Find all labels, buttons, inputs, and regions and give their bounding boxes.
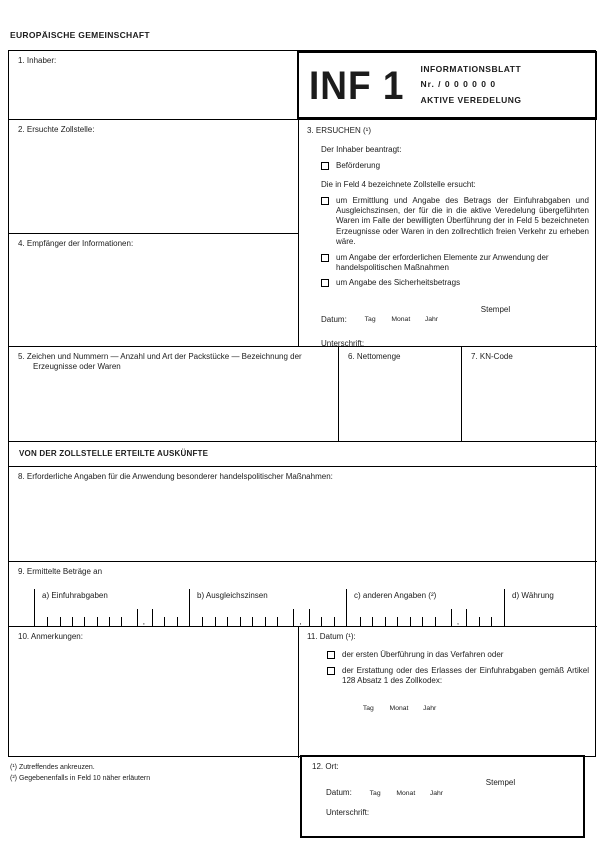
checkbox-sicherheitsbetrag[interactable] bbox=[321, 279, 329, 287]
amount-label-c: c) anderen Angaben (²) bbox=[354, 591, 437, 600]
box-3-unterschrift-label: Unterschrift: bbox=[321, 339, 365, 346]
checkbox-ermittlung[interactable] bbox=[321, 197, 329, 205]
box-3-intro-holder: Der Inhaber beantragt: bbox=[321, 145, 402, 155]
section-band-zollstelle-auskuenfte: VON DER ZOLLSTELLE ERTEILTE AUSKÜNFTE bbox=[9, 441, 597, 466]
inf-code: INF 1 bbox=[309, 62, 405, 108]
option-handelspolitik-label: um Angabe der erforderlichen Elemente zur Anwendung der handelspolitischen Maßnahmen bbox=[336, 252, 549, 272]
box-11-title: 11. Datum (¹): bbox=[307, 632, 356, 641]
amount-field-andere-angaben[interactable] bbox=[346, 589, 504, 626]
option-erstattung-erlass-label: der Erstattung oder des Erlasses der Einfuhrabgaben gemäß Artikel 128 Absatz 1 des Zollkodex: bbox=[342, 665, 589, 686]
unit-tag: Tag bbox=[364, 316, 376, 324]
decimal-comma: , bbox=[142, 617, 146, 626]
box-12-title: 12. Ort: bbox=[312, 762, 339, 771]
community-title: EUROPÄISCHE GEMEINSCHAFT bbox=[10, 30, 150, 40]
form-body bbox=[8, 50, 596, 757]
box-10-anmerkungen bbox=[9, 626, 299, 758]
footnotes bbox=[10, 763, 150, 784]
footnote-1: (¹) Zutreffendes ankreuzen. bbox=[10, 764, 95, 771]
amount-label-d: d) Währung bbox=[512, 591, 554, 600]
unit-monat: Monat bbox=[391, 316, 411, 324]
amount-field-einfuhrabgaben[interactable] bbox=[34, 589, 189, 626]
box-11-date-units bbox=[353, 705, 445, 714]
box-1-inhaber bbox=[9, 51, 299, 119]
box-3-ersuchen bbox=[297, 119, 597, 346]
inf-header-box bbox=[297, 51, 597, 119]
box-12-datum-label: Datum: bbox=[326, 788, 352, 798]
option-erste-ueberfuehrung-label: der ersten Überführung in das Verfahren oder bbox=[342, 650, 504, 660]
box-4-empfaenger bbox=[9, 233, 299, 346]
unit-monat: Monat bbox=[389, 704, 409, 712]
inf-title: INFORMATIONSBLATT bbox=[420, 64, 522, 75]
box-7-kn-code bbox=[461, 347, 597, 441]
box-3-datum-label: Datum: bbox=[321, 314, 347, 324]
box-3-title: 3. ERSUCHEN (¹) bbox=[307, 126, 372, 135]
box-8-handelspolitische-massnahmen bbox=[9, 466, 597, 561]
box-1-label: 1. Inhaber: bbox=[18, 56, 57, 65]
box-12-ort bbox=[300, 755, 585, 838]
inf-number: Nr. / 0 0 0 0 0 0 bbox=[420, 79, 497, 90]
box-2-label: 2. Ersuchte Zollstelle: bbox=[18, 125, 95, 134]
unit-tag: Tag bbox=[362, 704, 374, 712]
checkbox-erste-ueberfuehrung[interactable] bbox=[327, 651, 335, 659]
decimal-comma: , bbox=[456, 617, 460, 626]
unit-jahr: Jahr bbox=[423, 704, 437, 712]
box-9-ermittelte-betraege bbox=[9, 561, 597, 626]
decimal-comma: , bbox=[299, 617, 302, 626]
box-10-label: 10. Anmerkungen: bbox=[18, 632, 83, 641]
option-befoerderung-label: Beförderung bbox=[336, 160, 381, 170]
inf-procedure: AKTIVE VEREDELUNG bbox=[420, 94, 522, 105]
box-3-stempel-label: Stempel bbox=[480, 304, 511, 314]
amount-row bbox=[9, 589, 597, 626]
footnote-2: (²) Gegebenenfalls in Feld 10 näher erläutern bbox=[10, 774, 151, 782]
checkbox-befoerderung[interactable] bbox=[321, 162, 329, 170]
unit-monat: Monat bbox=[396, 789, 416, 797]
box-5-label: 5. Zeichen und Nummern — Anzahl und Art der Packstücke — Bezeichnung der Erzeugnisse oder Waren bbox=[18, 352, 302, 372]
box-12-stempel-label: Stempel bbox=[485, 778, 516, 788]
box-3-intro-office: Die in Feld 4 bezeichnete Zollstelle ersucht: bbox=[321, 180, 476, 190]
amount-field-waehrung[interactable] bbox=[504, 589, 597, 626]
option-ermittlung-label: um Ermittlung und Angabe des Betrags der Einfuhrabgaben und Ausgleichszinsen, der für die in die aktive Veredelung übergeführten Waren im Falle der bewilligten Überführung der in Feld 5 bezeichneten Erzeugnisse oder Waren in den zollrechtlich freien Verkehr zu erheben wäre. bbox=[336, 195, 589, 247]
amount-label-a: a) Einfuhrabgaben bbox=[42, 591, 108, 600]
box-3-date-units bbox=[355, 316, 447, 325]
box-7-label: 7. KN-Code bbox=[471, 352, 513, 361]
amount-field-ausgleichszinsen[interactable] bbox=[189, 589, 346, 626]
box-4-label: 4. Empfänger der Informationen: bbox=[18, 239, 134, 248]
box-12-date-units bbox=[360, 790, 452, 799]
box-12-unterschrift-label: Unterschrift: bbox=[326, 807, 370, 817]
box-8-label: 8. Erforderliche Angaben für die Anwendung besonderer handelspolitischer Maßnahmen: bbox=[18, 472, 333, 481]
row-5-6-7 bbox=[9, 346, 597, 441]
unit-jahr: Jahr bbox=[429, 789, 444, 797]
checkbox-handelspolitik[interactable] bbox=[321, 254, 329, 262]
unit-tag: Tag bbox=[369, 789, 381, 797]
box-2-ersuchte-zollstelle bbox=[9, 119, 299, 233]
unit-jahr: Jahr bbox=[424, 316, 439, 324]
option-sicherheitsbetrag-label: um Angabe des Sicherheitsbetrags bbox=[336, 278, 461, 288]
checkbox-erstattung-erlass[interactable] bbox=[327, 667, 335, 675]
box-6-label: 6. Nettomenge bbox=[348, 352, 401, 361]
box-6-nettomenge bbox=[338, 347, 461, 441]
box-9-label: 9. Ermittelte Beträge an bbox=[18, 567, 103, 576]
box-11-datum bbox=[299, 626, 597, 758]
amount-label-b: b) Ausgleichszinsen bbox=[197, 591, 268, 600]
box-5-zeichen-nummern bbox=[9, 347, 338, 441]
